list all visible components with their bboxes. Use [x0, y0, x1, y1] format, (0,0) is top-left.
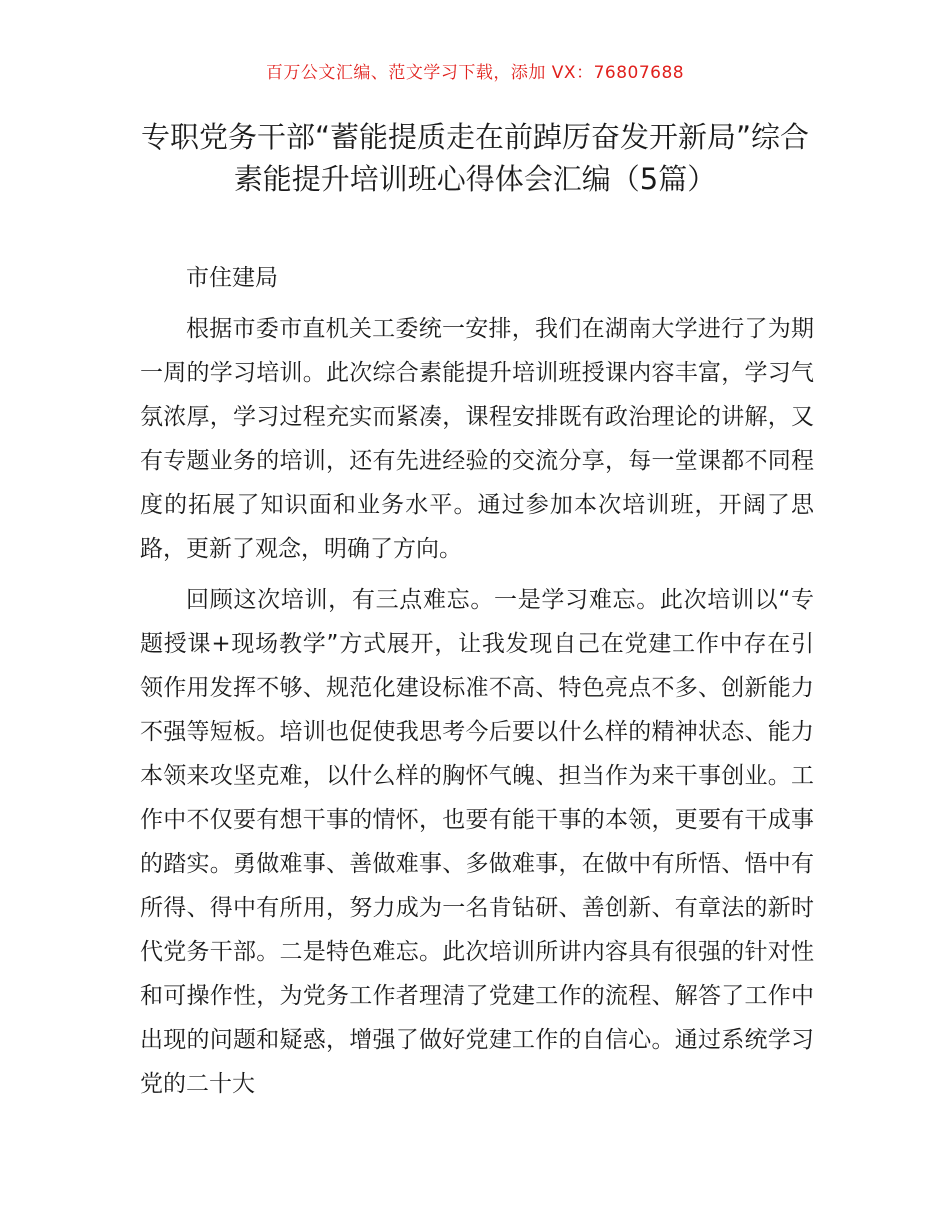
- body-paragraph: 回顾这次培训，有三点难忘。一是学习难忘。此次培训以“专题授课+现场教学”方式展开，让我发现自己在党建工作中存在引领作用发挥不够、规范化建设标准不高、特色亮点不多、创新能力不强等短板。培训也促使我思考今后要以什么样的精神状态、能力本领来攻坚克难，以什么样的胸怀气魄、担当作为来干事创业。工作中不仅要有想干事的情怀，也要有能干事的本领，更要有干成事的踏实。勇做难事、善做难事、多做难事，在做中有所悟、悟中有所得、得中有所用，努力成为一名肯钻研、善创新、有章法的新时代党务干部。二是特色难忘。此次培训所讲内容具有很强的针对性和可操作性，为党务工作者理清了党建工作的流程、解答了工作中出现的问题和疑惑，增强了做好党建工作的自信心。通过系统学习党的二十大: [140, 587, 814, 1097]
- document-body: [140, 256, 814, 1113]
- document-title: 专职党务干部“蓄能提质走在前踔厉奋发开新局”综合素能提升培训班心得体会汇编（5篇）: [140, 120, 810, 196]
- header-promo-note: 百万公文汇编、范文学习下载，添加 VX：76807688: [265, 63, 685, 83]
- author-line: 市住建局: [186, 265, 278, 291]
- body-paragraph: 根据市委市直机关工委统一安排，我们在湖南大学进行了为期一周的学习培训。此次综合素能提升培训班授课内容丰富，学习气氛浓厚，学习过程充实而紧凑，课程安排既有政治理论的讲解，又有专题业务的培训，还有先进经验的交流分享，每一堂课都不同程度的拓展了知识面和业务水平。通过参加本次培训班，开阔了思路，更新了观念，明确了方向。: [140, 316, 814, 562]
